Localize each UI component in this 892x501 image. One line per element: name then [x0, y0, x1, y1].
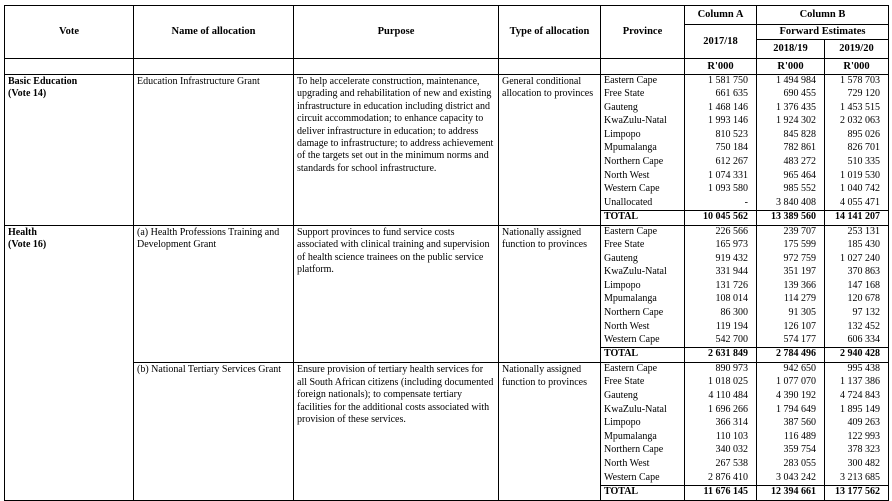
value-2017-18-cell: 542 700 [685, 334, 757, 348]
value-2018-19-cell: 126 107 [757, 321, 825, 335]
type-cell: Nationally assigned function to provinces [499, 225, 601, 362]
table-header [5, 6, 889, 75]
province-cell: Limpopo [601, 280, 685, 294]
total-2017-18-cell: 2 631 849 [685, 348, 757, 363]
vote-title: Basic Education [8, 76, 78, 87]
value-2019-20-cell: 147 168 [825, 280, 889, 294]
value-2018-19-cell: 3 043 242 [757, 472, 825, 486]
value-2019-20-cell: 253 131 [825, 225, 889, 239]
purpose-cell: Ensure provision of tertiary health services for all South African citizens (including documented foreign nationals); to compensate tertiary facilities for the additional costs associated with provision of these services. [294, 363, 499, 500]
value-2018-19-cell: 3 840 408 [757, 197, 825, 211]
header-column-a: Column A [685, 6, 757, 25]
value-2018-19-cell: 1 924 302 [757, 115, 825, 129]
value-2019-20-cell: 185 430 [825, 239, 889, 253]
value-2017-18-cell: - [685, 197, 757, 211]
total-2018-19-cell: 13 389 560 [757, 210, 825, 225]
header-year-2019-20: 2019/20 [825, 40, 889, 59]
value-2017-18-cell: 2 876 410 [685, 472, 757, 486]
value-2019-20-cell: 4 055 471 [825, 197, 889, 211]
value-2018-19-cell: 239 707 [757, 225, 825, 239]
value-2019-20-cell: 300 482 [825, 458, 889, 472]
table-row [5, 75, 889, 89]
type-cell: Nationally assigned function to provinces [499, 363, 601, 500]
province-cell: Gauteng [601, 102, 685, 116]
purpose-cell: To help accelerate construction, maintenance, upgrading and rehabilitation of new and existing infrastructure in education including district and circuit accommodation; to enhance capacity to deliver infrastructure in education; to address damage to infrastructure; to address achievement of the targets set out in the minimum norms and standards for school infrastructure. [294, 75, 499, 226]
vote-cell [5, 225, 134, 500]
value-2019-20-cell: 1 027 240 [825, 253, 889, 267]
province-cell: North West [601, 458, 685, 472]
value-2017-18-cell: 1 093 580 [685, 183, 757, 197]
value-2017-18-cell: 331 944 [685, 266, 757, 280]
value-2019-20-cell: 132 452 [825, 321, 889, 335]
value-2019-20-cell: 1 137 386 [825, 376, 889, 390]
value-2017-18-cell: 1 696 266 [685, 404, 757, 418]
header-empty-vote [5, 59, 134, 75]
value-2019-20-cell: 2 032 063 [825, 115, 889, 129]
value-2017-18-cell: 1 074 331 [685, 170, 757, 184]
value-2019-20-cell: 995 438 [825, 363, 889, 377]
header-unit-b2: R'000 [825, 59, 889, 75]
value-2019-20-cell: 97 132 [825, 307, 889, 321]
province-cell: Eastern Cape [601, 225, 685, 239]
value-2017-18-cell: 110 103 [685, 431, 757, 445]
value-2018-19-cell: 139 366 [757, 280, 825, 294]
value-2018-19-cell: 1 494 984 [757, 75, 825, 89]
value-2018-19-cell: 359 754 [757, 444, 825, 458]
value-2018-19-cell: 351 197 [757, 266, 825, 280]
value-2017-18-cell: 366 314 [685, 417, 757, 431]
value-2018-19-cell: 782 861 [757, 142, 825, 156]
table-body [5, 75, 889, 501]
province-cell: Western Cape [601, 334, 685, 348]
value-2018-19-cell: 972 759 [757, 253, 825, 267]
value-2018-19-cell: 483 272 [757, 156, 825, 170]
value-2017-18-cell: 165 973 [685, 239, 757, 253]
value-2018-19-cell: 1 794 649 [757, 404, 825, 418]
value-2018-19-cell: 283 055 [757, 458, 825, 472]
province-cell: Western Cape [601, 472, 685, 486]
total-label-cell: TOTAL [601, 485, 685, 500]
value-2017-18-cell: 108 014 [685, 293, 757, 307]
header-name-of-allocation: Name of allocation [134, 6, 294, 59]
value-2019-20-cell: 895 026 [825, 129, 889, 143]
header-empty-province [601, 59, 685, 75]
total-2019-20-cell: 14 141 207 [825, 210, 889, 225]
value-2018-19-cell: 116 489 [757, 431, 825, 445]
value-2018-19-cell: 1 077 070 [757, 376, 825, 390]
purpose-cell: Support provinces to fund service costs associated with clinical training and supervision of health science trainees on the public service platform. [294, 225, 499, 362]
province-cell: Free State [601, 376, 685, 390]
province-cell: KwaZulu-Natal [601, 115, 685, 129]
province-cell: Gauteng [601, 390, 685, 404]
total-label-cell: TOTAL [601, 210, 685, 225]
province-cell: Limpopo [601, 129, 685, 143]
value-2018-19-cell: 387 560 [757, 417, 825, 431]
table-row [5, 363, 889, 377]
value-2019-20-cell: 606 334 [825, 334, 889, 348]
province-cell: Free State [601, 88, 685, 102]
vote-number: (Vote 16) [8, 239, 47, 251]
total-2019-20-cell: 13 177 562 [825, 485, 889, 500]
province-cell: Western Cape [601, 183, 685, 197]
vote-cell [5, 75, 134, 226]
value-2018-19-cell: 4 390 192 [757, 390, 825, 404]
value-2018-19-cell: 574 177 [757, 334, 825, 348]
province-cell: Free State [601, 239, 685, 253]
value-2018-19-cell: 965 464 [757, 170, 825, 184]
allocation-name-cell: (b) National Tertiary Services Grant [134, 363, 294, 500]
province-cell: Northern Cape [601, 444, 685, 458]
value-2017-18-cell: 612 267 [685, 156, 757, 170]
total-2019-20-cell: 2 940 428 [825, 348, 889, 363]
value-2017-18-cell: 1 018 025 [685, 376, 757, 390]
value-2019-20-cell: 409 263 [825, 417, 889, 431]
type-cell: General conditional allocation to provinces [499, 75, 601, 226]
vote-title: Health [8, 226, 37, 238]
value-2018-19-cell: 985 552 [757, 183, 825, 197]
value-2019-20-cell: 122 993 [825, 431, 889, 445]
value-2017-18-cell: 890 973 [685, 363, 757, 377]
value-2018-19-cell: 845 828 [757, 129, 825, 143]
province-cell: Eastern Cape [601, 75, 685, 89]
province-cell: Unallocated [601, 197, 685, 211]
value-2018-19-cell: 1 376 435 [757, 102, 825, 116]
header-vote: Vote [5, 6, 134, 59]
value-2018-19-cell: 175 599 [757, 239, 825, 253]
header-year-2018-19: 2018/19 [757, 40, 825, 59]
value-2017-18-cell: 131 726 [685, 280, 757, 294]
allocation-name-cell: (a) Health Professions Training and Development Grant [134, 225, 294, 362]
header-column-b: Column B [757, 6, 889, 25]
province-cell: Eastern Cape [601, 363, 685, 377]
header-type-of-allocation: Type of allocation [499, 6, 601, 59]
value-2017-18-cell: 340 032 [685, 444, 757, 458]
value-2019-20-cell: 510 335 [825, 156, 889, 170]
province-cell: Limpopo [601, 417, 685, 431]
header-forward-estimates: Forward Estimates [757, 25, 889, 40]
value-2019-20-cell: 120 678 [825, 293, 889, 307]
vote-number: (Vote 14) [8, 88, 47, 100]
value-2019-20-cell: 1 019 530 [825, 170, 889, 184]
total-2018-19-cell: 2 784 496 [757, 348, 825, 363]
value-2018-19-cell: 91 305 [757, 307, 825, 321]
value-2019-20-cell: 378 323 [825, 444, 889, 458]
value-2017-18-cell: 810 523 [685, 129, 757, 143]
value-2019-20-cell: 4 724 843 [825, 390, 889, 404]
value-2017-18-cell: 919 432 [685, 253, 757, 267]
table-row [5, 225, 889, 239]
province-cell: KwaZulu-Natal [601, 266, 685, 280]
value-2017-18-cell: 86 300 [685, 307, 757, 321]
value-2018-19-cell: 942 650 [757, 363, 825, 377]
total-2017-18-cell: 11 676 145 [685, 485, 757, 500]
value-2017-18-cell: 1 581 750 [685, 75, 757, 89]
total-2017-18-cell: 10 045 562 [685, 210, 757, 225]
province-cell: Northern Cape [601, 307, 685, 321]
header-empty-name [134, 59, 294, 75]
province-cell: Northern Cape [601, 156, 685, 170]
value-2018-19-cell: 114 279 [757, 293, 825, 307]
province-cell: Gauteng [601, 253, 685, 267]
province-cell: KwaZulu-Natal [601, 404, 685, 418]
value-2017-18-cell: 226 566 [685, 225, 757, 239]
value-2019-20-cell: 1 453 515 [825, 102, 889, 116]
value-2019-20-cell: 1 895 149 [825, 404, 889, 418]
header-purpose: Purpose [294, 6, 499, 59]
header-unit-a: R'000 [685, 59, 757, 75]
value-2019-20-cell: 3 213 685 [825, 472, 889, 486]
total-label-cell: TOTAL [601, 348, 685, 363]
value-2019-20-cell: 729 120 [825, 88, 889, 102]
value-2017-18-cell: 4 110 484 [685, 390, 757, 404]
value-2019-20-cell: 1 578 703 [825, 75, 889, 89]
header-empty-type [499, 59, 601, 75]
total-2018-19-cell: 12 394 661 [757, 485, 825, 500]
value-2017-18-cell: 267 538 [685, 458, 757, 472]
header-province: Province [601, 6, 685, 59]
province-cell: Mpumalanga [601, 293, 685, 307]
allocations-table [4, 5, 889, 501]
allocation-name-cell: Education Infrastructure Grant [134, 75, 294, 226]
header-unit-b1: R'000 [757, 59, 825, 75]
value-2017-18-cell: 661 635 [685, 88, 757, 102]
value-2017-18-cell: 1 468 146 [685, 102, 757, 116]
province-cell: Mpumalanga [601, 142, 685, 156]
value-2019-20-cell: 370 863 [825, 266, 889, 280]
province-cell: Mpumalanga [601, 431, 685, 445]
province-cell: North West [601, 170, 685, 184]
value-2017-18-cell: 750 184 [685, 142, 757, 156]
header-year-2017-18: 2017/18 [685, 25, 757, 59]
value-2019-20-cell: 1 040 742 [825, 183, 889, 197]
value-2017-18-cell: 1 993 146 [685, 115, 757, 129]
value-2018-19-cell: 690 455 [757, 88, 825, 102]
province-cell: North West [601, 321, 685, 335]
value-2017-18-cell: 119 194 [685, 321, 757, 335]
header-empty-purpose [294, 59, 499, 75]
value-2019-20-cell: 826 701 [825, 142, 889, 156]
